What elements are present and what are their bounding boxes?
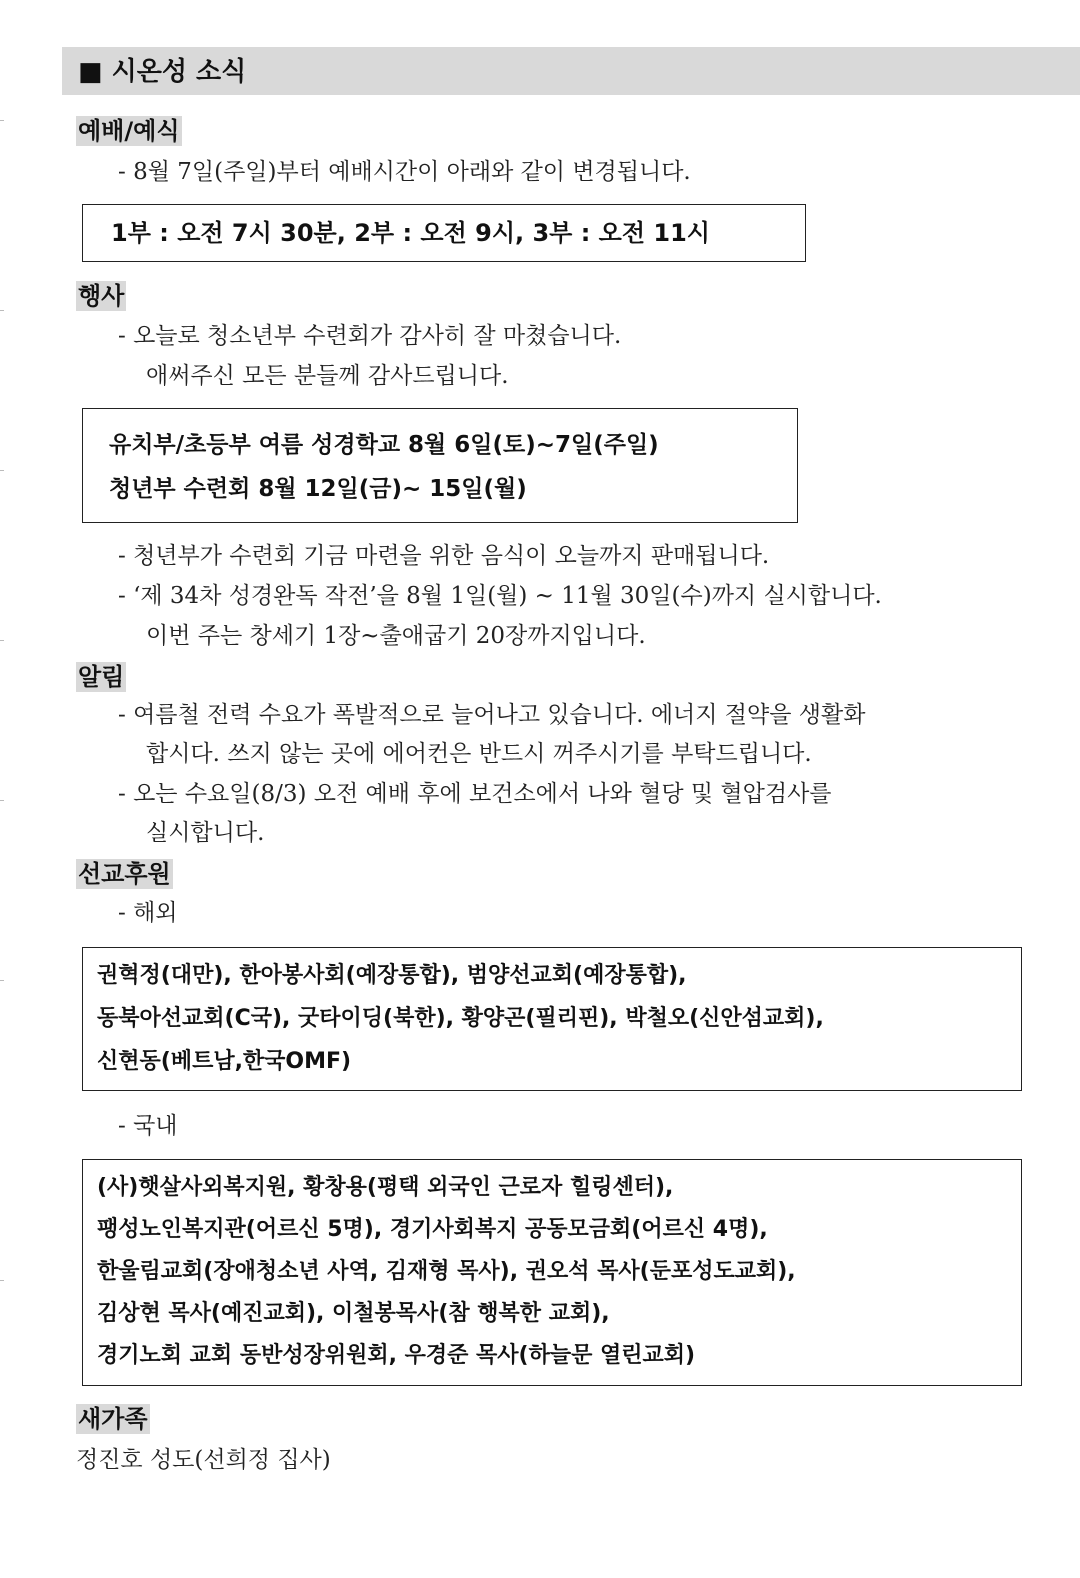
overseas-label: - 해외 bbox=[118, 900, 178, 926]
margin-mark bbox=[0, 800, 4, 801]
domestic-item: (사)햇살사외복지원, 황창용(평택 외국인 근로자 힐링센터), bbox=[97, 1175, 674, 1200]
domestic-item: 경기노회 교회 동반성장위원회, 우경준 목사(하늘문 열린교회) bbox=[97, 1343, 696, 1368]
events-line: - 청년부가 수련회 기금 마련을 위한 음식이 오늘까지 판매됩니다. bbox=[118, 543, 770, 569]
margin-mark bbox=[0, 310, 4, 311]
margin-mark bbox=[0, 1280, 4, 1281]
heading-events: 행사 bbox=[78, 282, 125, 310]
margin-mark bbox=[0, 120, 4, 121]
events-line: - ‘제 34차 성경완독 작전’을 8월 1일(월) ~ 11월 30일(수)까지 실시합니다. bbox=[118, 583, 882, 609]
margin-mark bbox=[0, 470, 4, 471]
notice-line: 실시합니다. bbox=[146, 820, 265, 846]
domestic-box bbox=[82, 1159, 1022, 1386]
notice-line: 합시다. 쓰지 않는 곳에 에어컨은 반드시 꺼주시기를 부탁드립니다. bbox=[146, 741, 812, 767]
event-item: 청년부 수련회 8월 12일(금)~ 15일(월) bbox=[109, 476, 527, 502]
domestic-item: 김상현 목사(예진교회), 이철봉목사(참 행복한 교회), bbox=[97, 1301, 610, 1326]
margin-mark bbox=[0, 640, 4, 641]
domestic-label: - 국내 bbox=[118, 1113, 178, 1139]
events-line: 이번 주는 창세기 1장~출애굽기 20장까지입니다. bbox=[146, 623, 646, 649]
worship-times-box bbox=[82, 204, 806, 262]
worship-line: - 8월 7일(주일)부터 예배시간이 아래와 같이 변경됩니다. bbox=[118, 159, 691, 185]
heading-new-family: 새가족 bbox=[78, 1405, 148, 1433]
overseas-item: 동북아선교회(C국), 굿타이딩(북한), 황양곤(필리핀), 박철오(신안섬교회), bbox=[97, 1006, 824, 1031]
events-box bbox=[82, 408, 798, 523]
heading-missions: 선교후원 bbox=[78, 860, 171, 888]
events-line: - 오늘로 청소년부 수련회가 감사히 잘 마쳤습니다. bbox=[118, 323, 622, 349]
overseas-box bbox=[82, 947, 1022, 1091]
heading-notice: 알림 bbox=[78, 663, 125, 691]
overseas-item: 신현동(베트남,한국OMF) bbox=[97, 1049, 352, 1074]
page-title: ■ 시온성 소식 bbox=[78, 57, 247, 87]
notice-line: - 여름철 전력 수요가 폭발적으로 늘어나고 있습니다. 에너지 절약을 생활화 bbox=[118, 702, 866, 728]
event-item: 유치부/초등부 여름 성경학교 8월 6일(토)~7일(주일) bbox=[109, 432, 659, 458]
heading-worship: 예배/예식 bbox=[78, 117, 180, 145]
notice-line: - 오는 수요일(8/3) 오전 예배 후에 보건소에서 나와 혈당 및 혈압검사를 bbox=[118, 781, 832, 807]
worship-times: 1부 : 오전 7시 30분, 2부 : 오전 9시, 3부 : 오전 11시 bbox=[111, 219, 710, 247]
overseas-item: 권혁정(대만), 한아봉사회(예장통합), 범양선교회(예장통합), bbox=[97, 963, 687, 988]
new-family-line: 정진호 성도(선희정 집사) bbox=[76, 1447, 331, 1473]
domestic-item: 한울림교회(장애청소년 사역, 김재형 목사), 권오석 목사(둔포성도교회), bbox=[97, 1259, 796, 1284]
domestic-item: 팽성노인복지관(어르신 5명), 경기사회복지 공동모금회(어르신 4명), bbox=[97, 1217, 768, 1242]
margin-mark bbox=[0, 980, 4, 981]
events-line: 애써주신 모든 분들께 감사드립니다. bbox=[146, 363, 509, 389]
